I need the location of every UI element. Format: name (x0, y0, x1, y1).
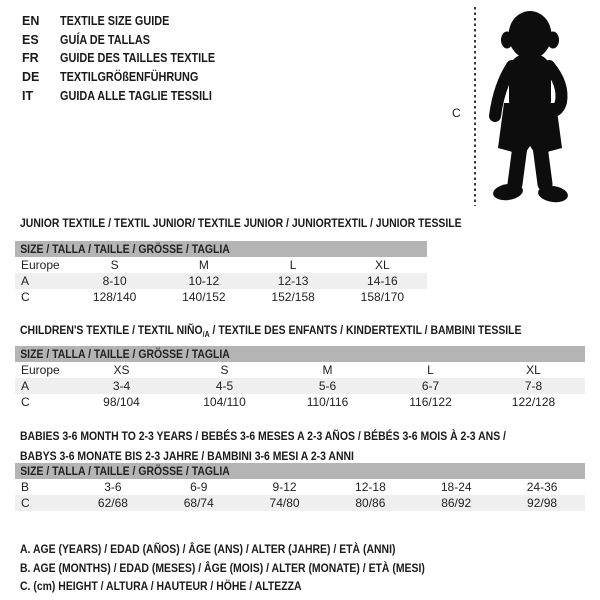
size-table-row (15, 289, 427, 305)
size-table-row (15, 394, 585, 410)
size-value-cell: 62/68 (97, 496, 128, 510)
size-value-cell: 9-12 (272, 480, 297, 494)
size-table-row (15, 257, 427, 273)
footnote-text: B. AGE (MONTHS) / EDAD (MESES) / ÂGE (MOIS) / ALTER (MONATE) / ETÀ (MESI) (20, 560, 425, 575)
size-value-cell: 128/140 (92, 290, 137, 304)
language-title-list (22, 12, 238, 105)
footnote-text: A. AGE (YEARS) / EDAD (AÑOS) / ÂGE (ANS) / ALTER (JAHRE) / ETÀ (ANNI) (20, 542, 396, 557)
language-row (22, 86, 238, 105)
size-table-header (15, 463, 585, 479)
size-value-cell: S (110, 258, 119, 272)
footnote-b (20, 559, 485, 578)
size-table-header-text: SIZE / TALLA / TAILLE / GRÖSSE / TAGLIA (20, 347, 230, 361)
size-value-cell: S (220, 363, 229, 377)
size-table-header (15, 241, 427, 257)
footnote-a (20, 540, 485, 559)
junior-size-table (15, 241, 427, 305)
size-value-cell: M (322, 363, 333, 377)
size-value-cell: 158/170 (360, 290, 405, 304)
size-value-cell: XS (113, 363, 130, 377)
row-label: Europe (21, 258, 60, 272)
size-value-cell: 116/122 (409, 395, 452, 409)
row-label: C (21, 395, 30, 409)
language-code: ES (22, 32, 39, 47)
size-value-cell: 86/92 (441, 496, 472, 510)
size-value-cell: 12-13 (277, 274, 309, 288)
size-table-row (15, 495, 585, 511)
language-code: FR (22, 51, 39, 66)
size-value-cell: L (427, 363, 434, 377)
size-value-cell: 80/86 (355, 496, 386, 510)
baby-silhouette (482, 8, 578, 206)
size-value-cell: 122/128 (511, 395, 556, 409)
language-row (22, 12, 238, 31)
babies-size-table (15, 463, 585, 511)
size-value-cell: 5-6 (318, 379, 337, 393)
size-table-header-text: SIZE / TALLA / TAILLE / GRÖSSE / TAGLIA (20, 242, 230, 256)
size-value-cell: 18-24 (440, 480, 472, 494)
size-table-row (15, 378, 585, 394)
heading-text-line2: BABYS 3-6 MONATE BIS 2-3 JAHRE / BAMBINI 3-6 MESI A 2-3 ANNI (20, 448, 354, 463)
row-label: A (21, 379, 30, 393)
language-code: DE (22, 70, 40, 85)
size-value-cell: 98/104 (103, 395, 140, 409)
size-value-cell: 152/158 (271, 290, 315, 304)
size-value-cell: 6-9 (190, 480, 208, 494)
size-value-cell: 3-6 (104, 480, 122, 494)
size-value-cell: 3-4 (112, 379, 131, 393)
heading-text (20, 321, 522, 342)
size-value-cell: M (198, 258, 209, 272)
heading-text-post: / TEXTILE DES ENFANTS / KINDERTEXTIL / BAMBINI TESSILE (209, 323, 522, 337)
size-value-cell: 104/110 (203, 395, 246, 409)
size-table-row (15, 479, 585, 495)
size-value-cell: XL (375, 258, 390, 272)
height-measure-dotted-line (474, 7, 476, 206)
footnote-text: C. (cm) HEIGHT / ALTURA / HAUTEUR / HÖHE / ALTEZZA (20, 579, 302, 594)
footnotes (20, 540, 485, 596)
language-title: GUÍA DE TALLAS (60, 32, 151, 47)
size-value-cell: L (289, 258, 297, 272)
size-value-cell: 8-10 (102, 274, 127, 288)
section-heading-babies (20, 427, 579, 466)
language-title: TEXTILE SIZE GUIDE (60, 14, 170, 29)
language-code: IT (22, 88, 34, 103)
size-value-cell: 110/116 (306, 395, 349, 409)
language-title: GUIDA ALLE TAGLIE TESSILI (60, 88, 212, 103)
language-title: TEXTILGRÖßENFÜHRUNG (60, 70, 199, 85)
size-value-cell: 4-5 (215, 379, 234, 393)
size-value-cell: 12-18 (355, 480, 386, 494)
size-table-header-text: SIZE / TALLA / TAILLE / GRÖSSE / TAGLIA (20, 464, 230, 478)
size-value-cell: 10-12 (188, 274, 220, 288)
children-size-table (15, 346, 585, 410)
footnote-c (20, 577, 485, 596)
section-heading-junior (20, 214, 528, 234)
heading-text-line1: BABIES 3-6 MONTH TO 2-3 YEARS / BEBÉS 3-6 MESES A 2-3 AÑOS / BÉBÉS 3-6 MOIS À 2-3 ANS / (20, 429, 506, 443)
size-table-header (15, 346, 585, 362)
height-measure-label: C (452, 106, 461, 120)
size-value-cell: 7-8 (524, 379, 543, 393)
size-table-row (15, 362, 585, 378)
size-table-row (15, 273, 427, 289)
language-row (22, 68, 238, 87)
row-label: B (21, 480, 30, 494)
row-label: C (21, 496, 30, 510)
row-label: C (21, 290, 30, 304)
language-code: EN (22, 14, 40, 29)
language-row (22, 49, 238, 68)
size-value-cell: XL (526, 363, 541, 377)
language-title: GUIDE DES TAILLES TEXTILE (60, 51, 216, 66)
section-heading-children (20, 321, 596, 342)
heading-text-pre: CHILDREN'S TEXTILE / TEXTIL NIÑO (20, 323, 203, 337)
size-value-cell: 68/74 (183, 496, 214, 510)
size-value-cell: 74/80 (269, 496, 300, 510)
row-label: A (21, 274, 30, 288)
heading-text-sub: /A (202, 329, 210, 339)
heading-text: JUNIOR TEXTILE / TEXTIL JUNIOR/ TEXTILE JUNIOR / JUNIORTEXTIL / JUNIOR TESSILE (20, 216, 462, 230)
size-value-cell: 140/152 (182, 290, 226, 304)
size-value-cell: 92/98 (527, 496, 558, 510)
row-label: Europe (21, 363, 60, 377)
size-value-cell: 24-36 (526, 480, 558, 494)
size-value-cell: 6-7 (421, 379, 440, 393)
language-row (22, 31, 238, 50)
size-value-cell: 14-16 (367, 274, 398, 288)
